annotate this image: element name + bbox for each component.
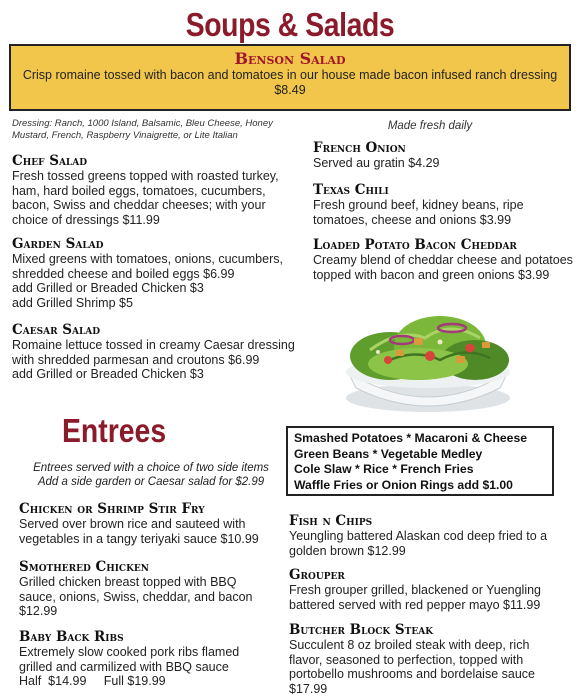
menu-item-name: Fish n Chips	[289, 513, 373, 529]
section-title-entrees: Entrees	[62, 412, 167, 449]
side-items-box	[286, 426, 554, 496]
menu-item-desc-line: bacon, Swiss and cheddar cheeses; with your	[12, 198, 266, 213]
salad-bowl-image	[330, 298, 526, 416]
menu-item-loaded-potato-soup	[313, 237, 578, 282]
menu-item-desc-line: add Grilled or Breaded Chicken $3	[12, 281, 204, 296]
menu-item-desc-line: Mixed greens with tomatoes, onions, cucumbers,	[12, 252, 283, 266]
menu-item-name: Loaded Potato Bacon Cheddar	[313, 237, 517, 253]
menu-item-texas-chili	[313, 182, 575, 227]
menu-item-name: Grouper	[289, 567, 345, 583]
menu-item-desc-line: Served au gratin $4.29	[313, 156, 440, 170]
menu-item-caesar-salad	[12, 322, 322, 382]
menu-item-desc-line: add Grilled or Breaded Chicken $3	[12, 367, 204, 382]
menu-item-french-onion	[313, 140, 575, 171]
menu-item-desc-line: Fresh grouper grilled, blackened or Yuengling	[289, 583, 542, 597]
menu-item-desc-line: vegetables in a tangy teriyaki sauce $10.99	[19, 531, 259, 546]
menu-item-desc-line: Half $14.99 Full $19.99	[19, 674, 166, 689]
menu-item-desc-line: Served over brown rice and sauteed with	[19, 517, 246, 531]
dressing-note-line: Dressing: Ranch, 1000 Island, Balsamic, Bleu Cheese, Honey	[12, 118, 273, 129]
menu-item-fish-n-chips	[289, 513, 577, 558]
menu-item-desc-line: Fresh tossed greens topped with roasted turkey,	[12, 169, 279, 183]
featured-salad-box	[9, 44, 571, 111]
menu-item-desc-line: $17.99	[289, 681, 328, 696]
dressing-note-line: Mustard, French, Raspberry Vinaigrette, or Lite Italian	[12, 130, 238, 141]
menu-item-stir-fry	[19, 501, 289, 546]
side-items-line: Waffle Fries or Onion Rings add $1.00	[294, 477, 513, 492]
menu-item-name: Butcher Block Steak	[289, 622, 434, 638]
menu-item-baby-back-ribs	[19, 629, 289, 689]
menu-item-desc-line: choice of dressings $11.99	[12, 212, 160, 227]
dressing-note	[12, 118, 304, 142]
menu-item-name: Chef Salad	[12, 153, 88, 169]
entrees-note-line: Add a side garden or Caesar salad for $2.99	[37, 476, 265, 488]
menu-item-desc-line: topped with bacon and green onions $3.99	[313, 267, 550, 282]
menu-item-name: Texas Chili	[313, 182, 389, 198]
side-items-line: Smashed Potatoes * Macaroni & Cheese	[294, 431, 527, 445]
featured-salad-price: $8.49	[274, 83, 306, 97]
menu-item-name: Baby Back Ribs	[19, 629, 124, 645]
menu-item-smothered-chicken	[19, 559, 289, 619]
menu-item-desc-line: Creamy blend of cheddar cheese and potatoes	[313, 253, 573, 267]
menu-item-desc-line: ham, hard boiled eggs, tomatoes, cucumbers,	[12, 183, 266, 198]
menu-item-chef-salad	[12, 153, 312, 227]
menu-item-desc-line: Succulent 8 oz broiled steak with deep, rich	[289, 638, 530, 652]
menu-item-desc-line: sauce, onions, Swiss, cheddar, and bacon	[19, 589, 253, 604]
menu-item-desc-line: battered served with red pepper mayo $11.99	[289, 597, 541, 612]
entrees-note	[10, 461, 292, 489]
menu-item-desc-line: Yeungling battered Alaskan cod deep fried to a	[289, 529, 548, 543]
soups-note: Made fresh daily	[387, 120, 473, 132]
side-items-line: Green Beans * Vegetable Medley	[294, 446, 483, 461]
section-title-soups-salads: Soups & Salads	[185, 6, 395, 43]
menu-item-desc-line: Fresh ground beef, kidney beans, ripe	[313, 198, 524, 212]
menu-item-desc-line: shredded cheese and boiled eggs $6.99	[12, 266, 235, 281]
menu-item-desc-line: with shredded parmesan and croutons $6.99	[12, 352, 260, 367]
menu-item-name: French Onion	[313, 140, 406, 156]
menu-item-desc-line: $12.99	[19, 604, 58, 619]
menu-item-grouper	[289, 567, 577, 612]
menu-item-desc-line: add Grilled Shrimp $5	[12, 295, 133, 310]
menu-item-name: Garden Salad	[12, 236, 104, 252]
menu-item-desc-line: golden brown $12.99	[289, 543, 406, 558]
menu-item-name: Smothered Chicken	[19, 559, 149, 575]
menu-item-name: Chicken or Shrimp Stir Fry	[19, 501, 205, 517]
menu-item-desc-line: Romaine lettuce tossed in creamy Caesar dressing	[12, 338, 295, 352]
menu-item-garden-salad	[12, 236, 312, 310]
menu-item-desc-line: Extremely slow cooked pork ribs flamed	[19, 645, 240, 659]
menu-item-desc-line: grilled and carmilized with BBQ sauce	[19, 659, 229, 674]
menu-item-name: Caesar Salad	[12, 322, 101, 338]
menu-item-butcher-block-steak	[289, 622, 577, 696]
menu-item-desc-line: flavor, seasoned to perfection, topped with	[289, 652, 524, 667]
menu-item-desc-line: portobello mushrooms and bordelaise sauce	[289, 667, 535, 682]
menu-item-desc-line: Grilled chicken breast topped with BBQ	[19, 575, 237, 589]
side-items-line: Cole Slaw * Rice * French Fries	[294, 462, 474, 477]
featured-salad-name: Benson Salad	[234, 49, 346, 68]
menu-item-desc-line: tomatoes, cheese and onions $3.99	[313, 212, 512, 227]
featured-salad-description: Crisp romaine tossed with bacon and tomatoes in our house made bacon infused ranch dressing	[22, 68, 558, 82]
entrees-note-line: Entrees served with a choice of two side items	[33, 462, 269, 474]
